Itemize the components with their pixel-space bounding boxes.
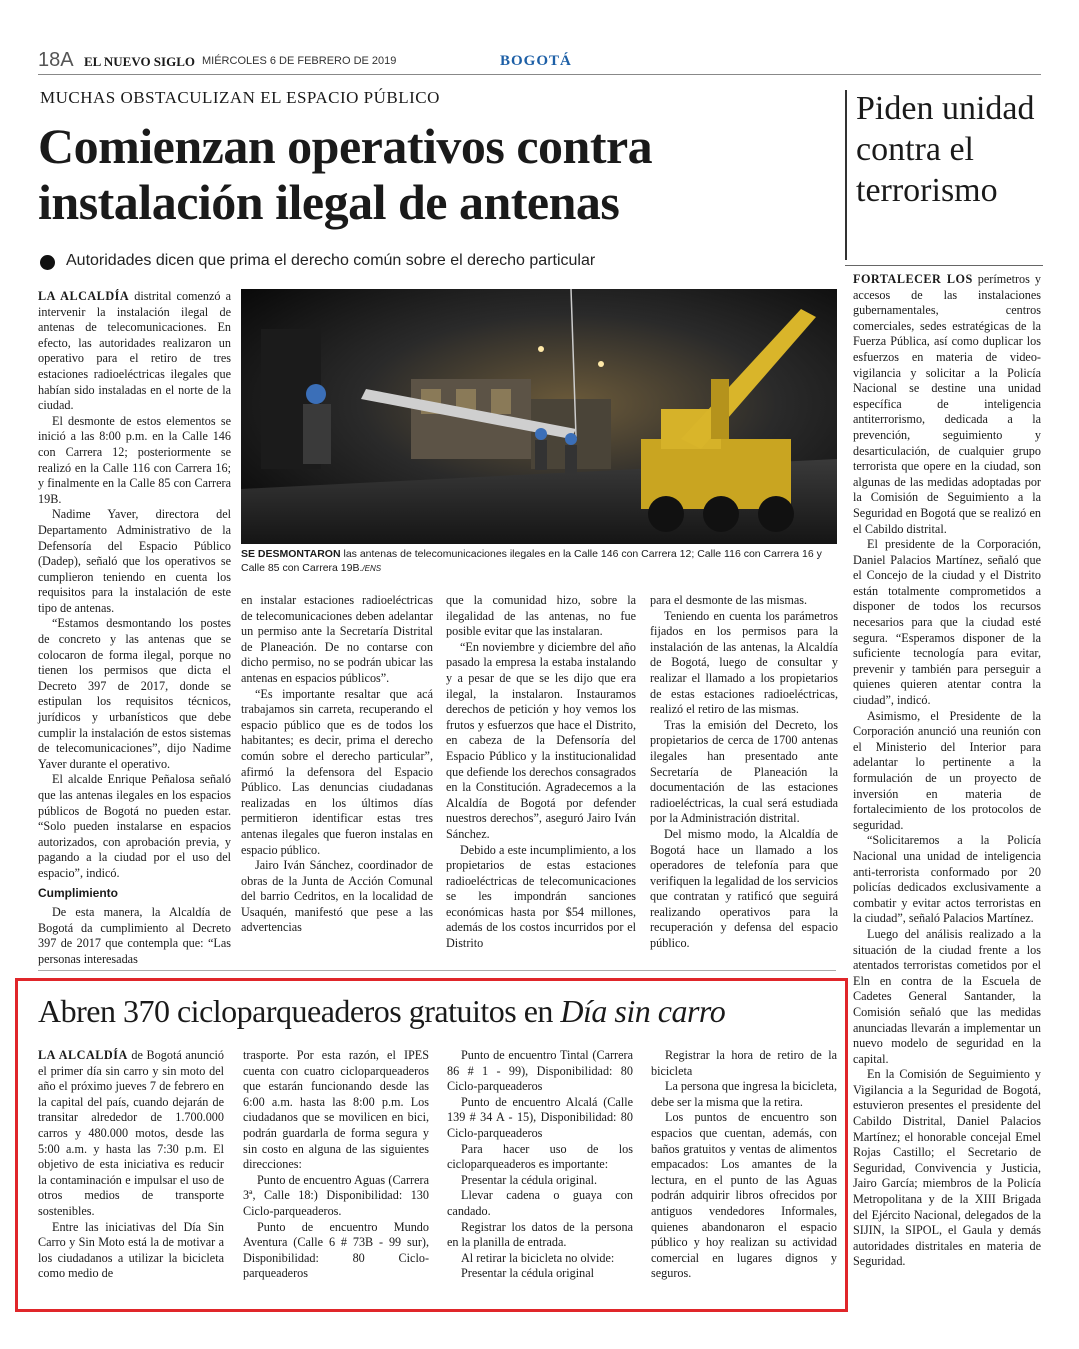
paragraph: Para hacer uso de los cicloparqueaderos es importante:	[447, 1141, 633, 1172]
paragraph: Registrar los datos de la persona en la planilla de entrada.	[447, 1219, 633, 1250]
main-subhead: Autoridades dicen que prima el derecho común sobre el derecho particular	[66, 252, 596, 269]
paragraph: en instalar estaciones radioeléctricas de telecomunicaciones deben adelantar un permiso ante la Secretaría Distrital de Planeación. De no contarse con dicho permiso, no se podrán ubicar las antenas en espacios públicos”.	[241, 593, 433, 685]
bullet-icon	[40, 255, 55, 270]
antenna-removal-photo	[241, 289, 837, 544]
paragraph: Del mismo modo, la Alcaldía de Bogotá hace un llamado a los operadores de telefonía para que verifiquen la legalidad de los servicios que contratan y ratificó que seguirá realizando operativos para la recuperación y defensa del espacio público.	[650, 826, 838, 951]
paragraph: Luego del análisis realizado a la situación de la ciudad frente a los atentados terroristas cometidos por el Eln en contra de la Escuela de Cadetes General Santander, la Comisión señaló que las medidas anunciadas llevarán a implementar un nuevo modelo de seguridad en la capital.	[853, 926, 1041, 1066]
crosshead: Cumplimiento	[38, 885, 118, 900]
main-kicker: MUCHAS OBSTACULIZAN EL ESPACIO PÚBLICO	[40, 88, 440, 107]
paragraph: Al retirar la bicicleta no olvide:	[461, 1250, 615, 1265]
photo-illustration	[241, 289, 837, 544]
paragraph: El alcalde Enrique Peñalosa señaló que las antenas ilegales en los espacios públicos de Bogotá no pueden estar. “Solo pueden instalarse en espacios autorizados, con aprobación previa, y pagando a la ciudad por el uso del espacio”, indicó.	[38, 772, 231, 880]
cyclo-column-3	[447, 1048, 633, 1282]
paragraph: que la comunidad hizo, sobre la ilegalidad de las antenas, no fue posible evitar que las instalaran.	[446, 593, 636, 639]
caption-lead: SE DESMONTARON	[241, 548, 341, 560]
paragraph: Punto de encuentro Aguas (Carrera 3ª, Calle 18:) Disponibilidad: 130 Ciclo-parqueaderos.	[243, 1172, 429, 1218]
cyclo-column-1	[38, 1048, 224, 1282]
main-headline: Comienzan operativos contra instalación ilegal de antenas	[38, 118, 653, 230]
cyclo-headline-text: Abren 370 cicloparqueaderos gratuitos en	[38, 993, 561, 1029]
paragraph: Debido a este incumplimiento, a los propietarios de estas estaciones radioeléctricas de telecomunicaciones se les impondrán sanciones económicas hasta por $54 millones, además de los costos incurridos por el Distrito	[446, 842, 636, 951]
paragraph: En la Comisión de Seguimiento y Vigilancia a la Seguridad de Bogotá, estuvieron presentes el presidente del Cabildo Distrital, Daniel Palacios Martínez; el honorable concejal Emel Rojas Castillo; el Secretario de Seguridad, Convivencia y Justicia, Jairo García; miembros de la Policía Metropolitana y de la XIII Brigada del Ejército Nacional, delegados de la SIJIN, la SIPOL, el Gaula y demás autoridades distritales en materia de Seguridad.	[853, 1067, 1041, 1269]
caption-text: las antenas de telecomunicaciones ilegales en la Calle 146 con Carrera 12; Calle 116 con Carrera 16 y Calle 85 con Carrera 19B.	[241, 548, 822, 574]
main-column-2	[241, 593, 433, 936]
paragraph: perímetros y accesos de las instalaciones gubernamentales, centros comerciales, sedes estratégicas de la Fuerza Pública, así como duplicar los esfuerzos en materia de video-vigilancia y solicitar a la Policía Nacional se destine una unidad específica de inteligencia antiterrorismo, dedicada a la prevención, seguimiento y desarticulación, de cualquier grupo terrorista que opere en la ciudad, son algunas de las medidas adoptadas por la Comisión de Seguimiento a la Seguridad en Bogotá que se realizó en el Cabildo distrital.	[853, 272, 1041, 536]
paragraph: El presidente de la Corporación, Daniel Palacios Martínez, señaló que el Concejo de la ciudad y el Distrito están totalmente comprometidos a disponer de todos los recursos necesarios para que la ciudad esté segura. “Esperamos disponer de la suficiente tecnología para evitar, prevenir y también para perseguir a quienes quieren atentar contra la ciudad”, indicó.	[853, 537, 1041, 708]
paragraph: Teniendo en cuenta los parámetros fijados en los permisos para la instalación de las antenas, la Alcaldía de Bogotá, luego de consultar y realizar el llamado a los propietarios de estas estaciones radioeléctricas, realizó el retiro de las mismas.	[650, 608, 838, 717]
paragraph: de Bogotá anunció el primer día sin carro y sin moto del año el próximo jueves 7 de febrero en la capital del país, cuando dejarán de transitar alrededor de 1.700.000 carros y 480.000 motos, desde las 5:00 a.m. y hasta las 7:30 p.m. El objetivo de esta iniciativa es reducir la contaminación e impulsar el uso de otros medios de transporte sostenibles.	[38, 1048, 224, 1218]
paragraph: para el desmonte de las mismas.	[650, 593, 808, 607]
page-number: 18A	[38, 49, 74, 71]
cyclo-headline-italic: Día sin carro	[560, 993, 726, 1029]
side-story	[853, 272, 1041, 1270]
photo-credit: /ENS	[362, 564, 382, 573]
paragraph: Asimismo, el Presidente de la Corporación anunció una reunión con el Ministerio del Interior para adelantar lo pertinente a la formulación de un proyecto de inversión en materia de fortalecimiento de los protocolos de seguridad.	[853, 708, 1041, 832]
paragraph: Presentar la cédula original	[461, 1266, 594, 1281]
paragraph: “Estamos desmontando los postes de concreto y las antenas que se colocaron de forma ilegal, porque no tienen los permisos que dicta el Decreto 397 de 2017, donde se estipulan los requisitos técnicos, jurídicos y urbanísticos que debe cumplir la instalación de estos sistemas de telecomunicaciones”, dijo Nadime Yaver durante el operativo.	[38, 616, 231, 771]
paragraph: Llevar cadena o guaya con candado.	[447, 1188, 633, 1218]
newspaper-name: EL NUEVO SIGLO	[84, 54, 195, 69]
paragraph: El desmonte de estos elementos se inició a las 8:00 p.m. en la Calle 146 con Carrera 12; posteriormente se realizó en la Calle 116 con Carrera 16; y finalmente en la Calle 85 con Carrera 19B.	[38, 413, 231, 506]
paragraph: Jairo Iván Sánchez, coordinador de obras de la Junta de Acción Comunal del barrio Cedritos, en la localidad de Usaquén, manifestó que pese a las advertencias	[241, 858, 433, 935]
issue-date: MIÉRCOLES 6 DE FEBRERO DE 2019	[202, 55, 397, 67]
paragraph: “Es importante resaltar que acá trabajamos sin carreta, recuperando el espacio público que es de todos los habitantes; es decir, prima el derecho común sobre el derecho particular”, afirmó la defensora del Espacio Público. Las denuncias ciudadanas realizadas en los últimos días permitieron identificar estas tres antenas ilegales que fueron instalas en espacio público.	[241, 686, 433, 857]
page-header	[38, 49, 1038, 73]
paragraph: Tras la emisión del Decreto, los propietarios de cerca de 1700 antenas ilegales han presentado ante Secretaría de Planeación la documentación de las estaciones radioeléctricas, la cual será estudiada por la Administración distrital.	[650, 717, 838, 826]
paragraph: Punto de encuentro Tintal (Carrera 86 # 1 - 99), Disponibilidad: 80 Ciclo-parqueaderos	[447, 1048, 633, 1094]
paragraph: Punto de encuentro Mundo Aventura (Calle 6 # 73B - 99 sur), Disponibilidad: 80 Ciclo-parqueaderos	[243, 1219, 429, 1281]
paragraph: Nadime Yaver, directora del Departamento Administrativo de la Defensoría del Espacio Público (Dadep), señaló que los operativos se cumplieron teniendo en cuenta los requisitos para la instalación de este tipo de antenas.	[38, 507, 231, 615]
paragraph: Presentar la cédula original.	[461, 1172, 598, 1187]
paragraph: Punto de encuentro Alcalá (Calle 139 # 34 A - 15), Disponibilidad: 80 Ciclo-parqueaderos	[447, 1094, 633, 1140]
side-headline: Piden unidad contra el terrorismo	[856, 90, 1035, 209]
paragraph: La persona que ingresa la bicicleta, debe ser la misma que la retira.	[651, 1079, 837, 1109]
paragraph: Registrar la hora de retiro de la bicicleta	[651, 1048, 837, 1078]
lead-in: FORTALECER LOS	[853, 272, 973, 286]
photo-caption	[241, 547, 837, 576]
paragraph: Entre las iniciativas del Día Sin Carro y Sin Moto está la de motivar a los ciudadanos a utilizar la bicicleta como medio de	[38, 1219, 224, 1281]
paragraph: “En noviembre y diciembre del año pasado la empresa la estaba instalando y a pesar de que se les dijo que era ilegal, la instalaron. Instauramos derechos de petición y hoy vemos los frutos y esfuerzos que hace el Distrito, en cabeza de la Defensoría del Espacio Público y la institucionalidad que defiende los derechos consagrados en la Constitución. Agradecemos a la Alcaldía de Bogotá por defender nuestros derechos”, aseguró Jairo Iván Sánchez.	[446, 639, 636, 841]
main-column-1	[38, 289, 231, 968]
paragraph: “Solicitaremos a la Policía Nacional una unidad de inteligencia anti-terrorista conformado por 20 policías dedicados exclusivamente a combatir y evitar actos terroristas en la ciudad”, señaló Palacios Martínez.	[853, 833, 1041, 926]
main-column-4	[650, 593, 838, 952]
main-column-3	[446, 593, 636, 952]
paragraph: trasporte. Por esta razón, el IPES cuenta con cuatro cicloparqueaderos que estarán funcionando desde las 6:00 a.m. hasta las 8:00 p.m. Los ciudadanos que se movilicen en bici, podrán guardarla de forma segura y sin costo en alguna de las siguientes direcciones:	[243, 1048, 429, 1172]
paragraph: Los puntos de encuentro son espacios que cuentan, además, con baños gratuitos y ventas de alimentos empacados: Los amantes de la lectura, en el punto de las Aguas podrán adquirir libros ofrecidos por antiguos vendedores Informales, quienes abandonaron el espacio público y hoy realizan su actividad comercial en lugares dignos y seguros.	[651, 1110, 837, 1281]
lead-in: LA ALCALDÍA	[38, 289, 130, 303]
sidebar-accent-bar	[845, 90, 847, 260]
paragraph: De esta manera, la Alcaldía de Bogotá da cumplimiento al Decreto 397 de 2017 que contempla que: “Las personas interesadas	[38, 905, 231, 966]
section-name: BOGOTÁ	[500, 53, 572, 69]
cyclo-headline	[38, 993, 725, 1030]
header-divider	[38, 74, 1041, 75]
story-divider	[38, 970, 836, 971]
paragraph: distrital comenzó a intervenir la instalación ilegal de antenas de telecomunicaciones. En efecto, las autoridades realizaron un operativo para el retiro de tres estaciones radioeléctricas ilegales que habían sido instaladas en el norte de la ciudad.	[38, 289, 232, 413]
cyclo-column-2	[243, 1048, 429, 1282]
cyclo-column-4	[651, 1048, 837, 1282]
side-divider	[845, 265, 1043, 266]
lead-in: LA ALCALDÍA	[38, 1048, 128, 1062]
